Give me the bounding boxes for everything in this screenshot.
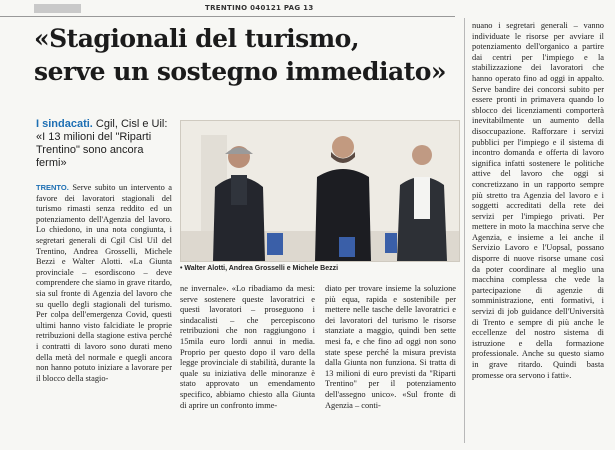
subhead-text: Cgil, Cisl e Uil: «I 13 milioni del "Riparti Trentino" sono ancora fermi» bbox=[36, 118, 168, 169]
subhead-kicker: I sindacati. bbox=[36, 118, 93, 130]
photo-caption bbox=[180, 265, 338, 272]
caption-text: Walter Alotti, Andrea Grosselli e Michele Bezzi bbox=[184, 265, 339, 272]
article-column-3 bbox=[325, 284, 456, 411]
page-meta: TRENTINO 040121 PAG 13 bbox=[205, 4, 314, 12]
headline-line-1: «Stagionali del turismo, bbox=[34, 24, 360, 53]
article-column-4 bbox=[472, 21, 604, 381]
headline bbox=[34, 22, 459, 88]
subhead bbox=[36, 118, 176, 170]
column-4-text: nuano i segretari generali – vanno individuate le risorse per avviare il potenziamento dell'organico a partire dai centri per l'impiego e la stabilizzazione dei lavoratori che hanno operato fino ad oggi in appalto. Serve bandire dei concorsi subito per essere pronti in primavera quando lo sblocco dei licenziamenti comporterà inevitabilmente un aumento della disoccupazione. Rafforzare i servizi pubblici per l'impiego e il sistema di incontro domanda e offerta di lavoro significa infatti sostenere le politiche attive del lavoro che oggi si concretizzano in un rapporto sempre più stretto tra Agenzia del lavoro e i soggetti accreditati della rete dei servizi per l'impiego privati. Per mettere in moto la macchina serve che Agenzia, e insieme a lei anche il Servizio Lavoro e l'Uopsal, possano disporre di nuove risorse umane così da poter coordinare al meglio una macchina complessa che vede la partecipazione di agenzie di somministrazione, enti formativi, i servizi di job guidance dell'Università di Trento e sempre di più anche le eccellenze del nostro sistema di istruzione e della formazione professionale. Anche su questo siamo in grave ritardo. Quindi basta promesse ora servono i fatti». bbox=[472, 21, 604, 380]
article-photo bbox=[180, 120, 460, 262]
article-column-1 bbox=[36, 183, 172, 384]
article-column-2 bbox=[180, 284, 315, 411]
section-tag-bar bbox=[34, 4, 81, 13]
headline-line-2: serve un sostegno immediato» bbox=[34, 57, 446, 86]
column-1-text: Serve subito un intervento a favore dei lavoratori stagionali del turismo rimasti senza reddito ed un potenziamento dell'Agenzia del lavoro. Lo chiedono, in una nota congiunta, i segretari generali di Cgil Cisl Uil del Trentino, Andrea Grosselli, Michele Bezzi e Walter Alotti. «La Giunta provinciale – esordiscono – deve comprendere che siamo in grave ritardo, sia sul fronte di Agenzia del lavoro che su quello degli stagionali del turismo. Per colpa dell'emergenza Covid, questi ultimi hanno visto falcidiate le proprie retribuzioni della stagione estiva perché i contratti di lavoro sono durati meno della metà del normale e quegli ancora non hanno potuto iniziare a lavorare per il blocco della stagio- bbox=[36, 183, 173, 383]
column-divider bbox=[464, 18, 465, 443]
dateline: TRENTO. bbox=[36, 183, 69, 192]
caption-bullet-icon: • bbox=[180, 265, 185, 272]
column-3-text: diato per trovare insieme la soluzione più equa, rapida e sostenibile per mettere nelle tasche delle lavoratrici e dei lavoratori del turismo le risorse stanziate a maggio, quindi ben sette mesi fa, e che fino ad oggi non sono state spese perché la misura prevista dalla Giunta non funziona. Si tratta di 13 milioni di euro previsti da "Riparti Trentino" per il potenziamento dell'assegno unico». «Sul fronte di Agenzia – conti- bbox=[325, 284, 456, 410]
column-2-text: ne invernale». «Lo ribadiamo da mesi: serve sostenere queste lavoratrici e questi lavoratori – proseguono i sindacalisti – che percepiscono retribuzioni che non raggiungono i 15mila euro lordi annui in media. Proprio per questo dopo il varo della legge provinciale di stabilità, durante la quale su iniziativa delle minoranze è stato approvato un emendamento specifico, abbiamo chiesto alla Giunta di aprire un confronto imme- bbox=[180, 284, 315, 410]
photo-illustration bbox=[181, 121, 459, 261]
top-divider bbox=[0, 16, 455, 17]
